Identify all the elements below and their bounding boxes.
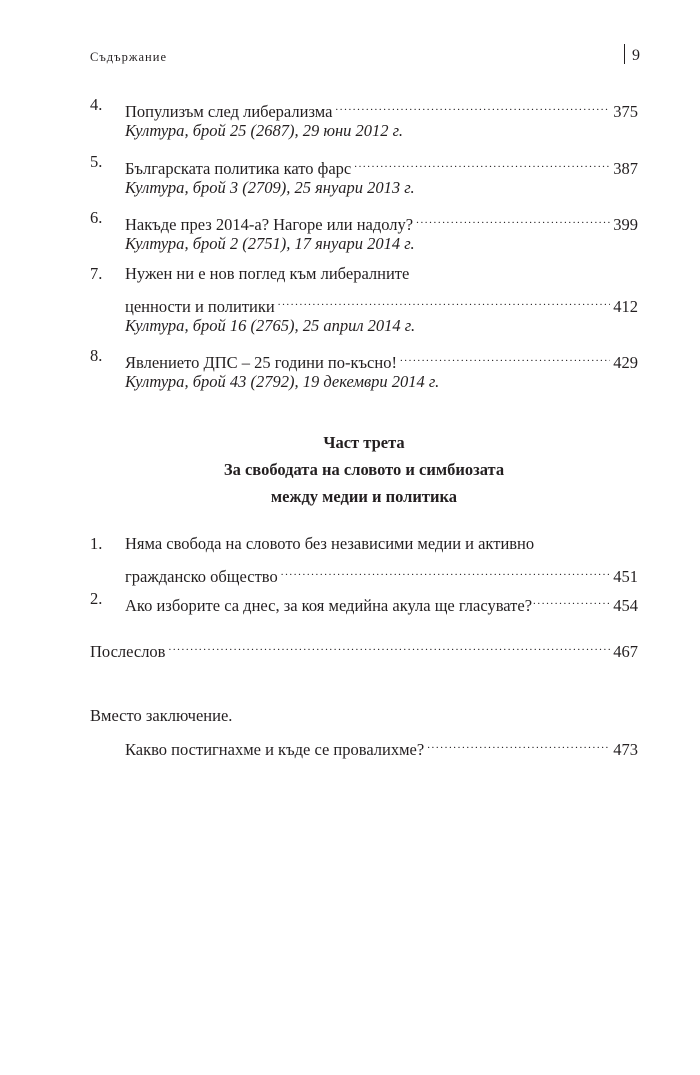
entry-number: 7.	[90, 264, 103, 283]
entry-title: ценности и политики	[125, 297, 275, 316]
source-publication: Култура	[125, 178, 185, 197]
toc-entry	[125, 344, 638, 372]
entry-number: 1.	[90, 534, 103, 553]
entry-page: 412	[613, 297, 638, 316]
toc-entry	[125, 206, 638, 234]
dot-leader	[281, 558, 611, 582]
page-number: 9	[632, 47, 640, 64]
source-publication: Култура	[125, 372, 185, 391]
entry-page: 399	[613, 215, 638, 234]
toc-entry	[125, 93, 638, 121]
entry-page: 451	[613, 567, 638, 586]
entry-source	[125, 370, 439, 394]
toc-entry	[125, 558, 638, 586]
dot-leader	[427, 731, 610, 755]
dot-leader	[400, 344, 610, 368]
dot-leader	[416, 206, 610, 230]
entry-page: 467	[613, 642, 638, 661]
entry-source	[125, 232, 415, 256]
entry-title: Ако изборите са днес, за коя медийна акула ще гласувате?	[125, 596, 533, 615]
entry-title: Явлението ДПС – 25 години по-късно!	[125, 353, 397, 372]
toc-entry	[125, 150, 638, 178]
dot-leader	[533, 587, 612, 611]
dot-leader	[335, 93, 610, 117]
toc-entry	[125, 288, 638, 316]
source-details: , брой 3 (2709), 25 януари 2013 г.	[184, 178, 415, 197]
toc-entry	[125, 587, 638, 615]
source-details: , брой 2 (2751), 17 януари 2014 г.	[184, 234, 415, 253]
entry-number: 8.	[90, 346, 103, 365]
part-heading-title: За свободата на словото и симбиозата	[223, 460, 505, 479]
entry-source	[125, 314, 415, 338]
dot-leader	[168, 633, 610, 657]
entry-page: 387	[613, 159, 638, 178]
entry-title: Накъде през 2014-а? Нагоре или надолу?	[125, 215, 414, 234]
entry-number: 4.	[90, 95, 103, 114]
entry-source	[125, 176, 415, 200]
dot-leader	[354, 150, 610, 174]
entry-title: Българската политика като фарс	[125, 159, 352, 178]
source-publication: Култура	[125, 234, 185, 253]
source-details: , брой 43 (2792), 19 декември 2014 г.	[184, 372, 440, 391]
running-header-title: Съдържание	[90, 50, 167, 64]
part-heading-label: Част трета	[323, 433, 405, 452]
toc-entry-afterword	[90, 633, 638, 661]
entry-number: 5.	[90, 152, 103, 171]
part-heading-title-cont: между медии и политика	[270, 487, 458, 506]
entry-page: 473	[613, 740, 638, 759]
source-details: , брой 16 (2765), 25 април 2014 г.	[184, 316, 416, 335]
entry-page: 375	[613, 102, 638, 121]
entry-title: Популизъм след либерализма	[125, 102, 333, 121]
entry-title: Послеслов	[90, 642, 166, 661]
conclusion-heading: Вместо заключение.	[90, 706, 233, 725]
entry-page: 429	[613, 353, 638, 372]
entry-page: 454	[613, 596, 638, 615]
source-publication: Култура	[125, 316, 185, 335]
toc-entry-conclusion	[125, 731, 638, 759]
entry-title-line1: Няма свобода на словото без независими медии и активно	[125, 534, 535, 553]
source-publication: Култура	[125, 121, 185, 140]
entry-title: гражданско общество	[125, 567, 278, 586]
entry-title: Какво постигнахме и къде се провалихме?	[125, 740, 425, 759]
dot-leader	[278, 288, 611, 312]
source-details: , брой 25 (2687), 29 юни 2012 г.	[184, 121, 404, 140]
header-divider	[624, 44, 625, 64]
entry-source	[125, 119, 403, 143]
entry-number: 6.	[90, 208, 103, 227]
entry-number: 2.	[90, 589, 103, 608]
entry-title-line1: Нужен ни е нов поглед към либералните	[125, 264, 410, 283]
